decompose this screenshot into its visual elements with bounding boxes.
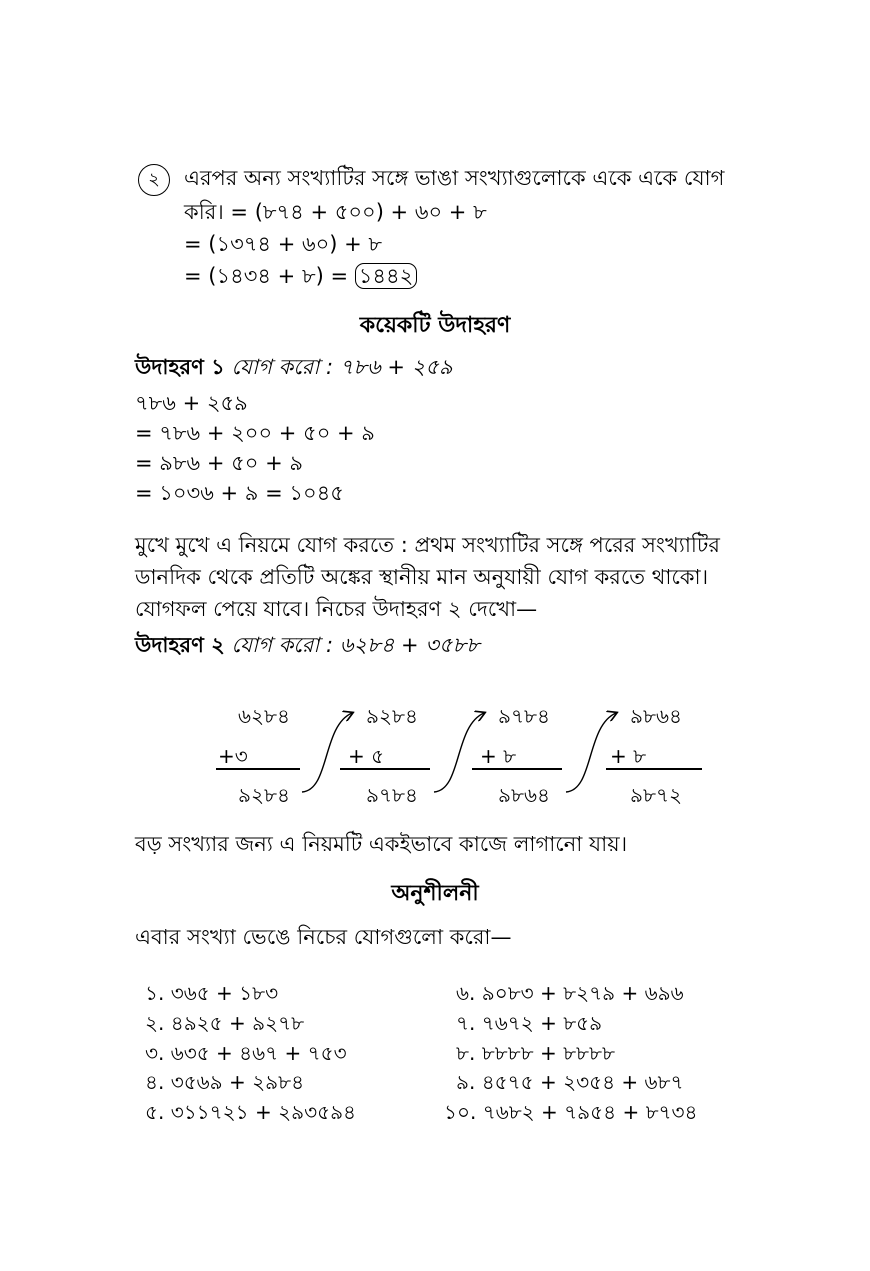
step2-addend: + ৫ [348, 744, 385, 768]
step4-addend: + ৮ [610, 744, 647, 768]
explanation-line: মুখে মুখে এ নিয়মে যোগ করতে : প্রথম সংখ্যাটির সঙ্গে পরের সংখ্যাটির [135, 533, 720, 557]
exercise-item: ৬. ৯০৮৩ + ৮২৭৯ + ৬৯৬ [456, 981, 684, 1005]
exercise-item: ১. ৩৬৫ + ১৮৩ [145, 981, 279, 1005]
exercise-item: ৫. ৩১১৭২১ + ২৯৩৫৯৪ [145, 1100, 357, 1124]
example1-line: = ৭৮৬ + ২০০ + ৫০ + ৯ [135, 421, 375, 445]
example1-line: = ৯৮৬ + ৫০ + ৯ [135, 451, 303, 475]
exercise-item: ৩. ৬৩৫ + ৪৬৭ + ৭৫৩ [145, 1041, 347, 1065]
exercise-item: ১০. ৭৬৮২ + ৭৯৫৪ + ৮৭৩৪ [444, 1100, 698, 1124]
step2-top-number: ৯২৮৪ [366, 704, 418, 728]
step2-result: ৯৭৮৪ [366, 783, 418, 807]
step3-top-number: ৯৭৮৪ [498, 704, 550, 728]
arrow-step1-to-step2 [302, 713, 352, 792]
examples-heading: কয়েকটি উদাহরণ [359, 313, 511, 338]
example1-line: ৭৮৬ + ২৫৯ [135, 391, 248, 415]
step1-top-number: ৬২৮৪ [238, 704, 290, 728]
explanation-line: যোগফল পেয়ে যাবে। নিচের উদাহরণ ২ দেখো— [135, 597, 538, 621]
step1-addend: +৩ [218, 744, 248, 768]
step1-result: ৯২৮৪ [238, 783, 290, 807]
exercise-item: ৭. ৭৬৭২ + ৮৫৯ [456, 1011, 603, 1035]
exercise-item: ৮. ৮৮৮৮ + ৮৮৮৮ [456, 1041, 615, 1065]
step4-top-number: ৯৮৬৪ [630, 704, 682, 728]
exercise-item: ৪. ৩৫৬৯ + ২৯৮৪ [145, 1070, 305, 1094]
explanation-line: ডানদিক থেকে প্রতিটি অঙ্কের স্থানীয় মান অনুযায়ী যোগ করতে থাকো। [135, 565, 709, 589]
final-answer-box: ১৪৪২ [355, 263, 418, 289]
example2-task: যোগ করো : ৬২৮৪ + ৩৫৮৮ [231, 633, 480, 657]
step3-result: ৯৮৬৪ [498, 783, 550, 807]
step2-line2: করি। = (৮৭৪ + ৫০০) + ৬০ + ৮ [184, 200, 487, 224]
example1-task: যোগ করো : ৭৮৬ + ২৫৯ [231, 355, 453, 379]
example1-label: উদাহরণ ১ [135, 355, 225, 379]
exercise-item: ৯. ৪৫৭৫ + ২৩৫৪ + ৬৮৭ [456, 1070, 684, 1094]
exercise-item: ২. ৪৯২৫ + ৯২৭৮ [145, 1011, 305, 1035]
note-text: বড় সংখ্যার জন্য এ নিয়মটি একইভাবে কাজে লাগানো যায়। [135, 832, 628, 856]
step2-line1: এরপর অন্য সংখ্যাটির সঙ্গে ভাঙা সংখ্যাগুলোকে একে একে যোগ [184, 166, 725, 190]
example1-line: = ১০৩৬ + ৯ = ১০৪৫ [135, 481, 344, 505]
arrow-step3-to-step4 [566, 713, 616, 792]
step2-line4-prefix: = (১৪৩৪ + ৮) = [184, 264, 349, 288]
example2-label: উদাহরণ ২ [135, 633, 225, 657]
step2-line3: = (১৩৭৪ + ৬০) + ৮ [184, 232, 383, 256]
exercise-instruction: এবার সংখ্যা ভেঙে নিচের যোগগুলো করো— [135, 925, 512, 949]
step-number-circle: ২ [138, 164, 170, 196]
step3-addend: + ৮ [480, 744, 517, 768]
arrow-step2-to-step3 [434, 713, 484, 792]
step4-result: ৯৮৭২ [630, 783, 682, 807]
exercise-heading: অনুশীলনী [391, 881, 479, 906]
